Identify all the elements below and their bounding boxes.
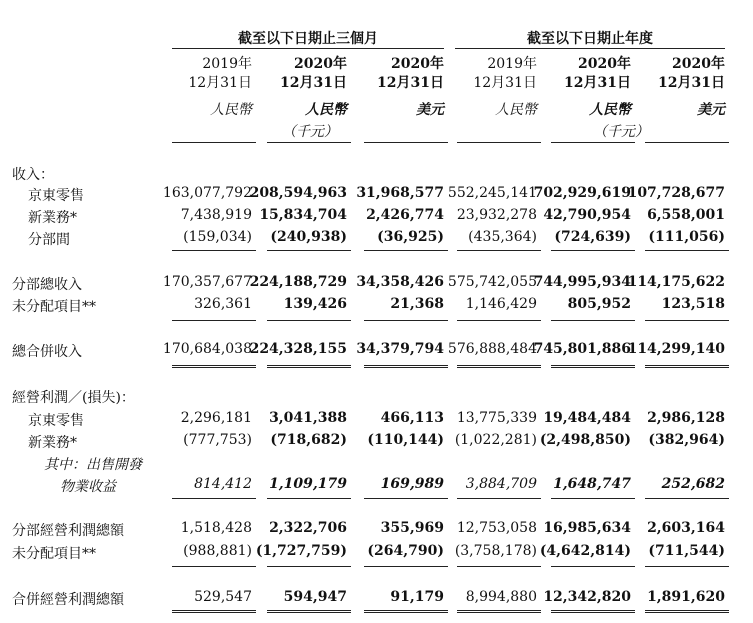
total-rule <box>267 365 351 368</box>
cell-value: 252,682 <box>661 476 725 492</box>
cell-value: 1,109,179 <box>269 476 347 492</box>
cell-value: 114,299,140 <box>627 341 725 357</box>
subtotal-rule <box>457 250 541 251</box>
row-label: 京東零售 <box>28 413 84 429</box>
cell-value: 1,648,747 <box>553 476 631 492</box>
cell-value: 529,547 <box>194 589 252 605</box>
cell-value: (110,144) <box>367 432 444 448</box>
total-rule <box>267 610 351 613</box>
cell-value: (36,925) <box>377 229 444 245</box>
cell-value: 114,175,622 <box>627 274 725 290</box>
cell-value: 224,188,729 <box>249 274 347 290</box>
cell-value: 552,245,141 <box>447 185 537 201</box>
cell-value: (159,034) <box>183 229 252 245</box>
column-unit: 人民幣 <box>210 102 252 118</box>
column-year: 2020年 <box>672 56 725 72</box>
cell-value: (2,498,850) <box>539 432 631 448</box>
cell-value: 91,179 <box>390 589 444 605</box>
row-label: 分部間 <box>28 232 70 248</box>
header-rule <box>457 142 541 143</box>
cell-value: 13,775,339 <box>456 410 537 426</box>
subtotal-rule <box>172 566 256 567</box>
column-date: 12月31日 <box>473 75 537 91</box>
thousands-unit-note: （千元） <box>282 124 338 140</box>
total-rule <box>364 365 448 368</box>
row-label: 分部經營利潤總額 <box>12 523 124 539</box>
cell-value: 2,426,774 <box>366 207 444 223</box>
header-rule <box>267 142 351 143</box>
cell-value: (711,544) <box>648 543 725 559</box>
total-rule <box>551 610 635 613</box>
group-header: 截至以下日期止年度 <box>527 31 653 47</box>
cell-value: 3,884,709 <box>465 476 537 492</box>
cell-value: 21,368 <box>390 296 444 312</box>
cell-value: 814,412 <box>194 476 252 492</box>
cell-value: 15,834,704 <box>259 207 347 223</box>
cell-value: (718,682) <box>270 432 347 448</box>
cell-value: 326,361 <box>194 296 252 312</box>
column-date: 12月31日 <box>377 75 444 91</box>
cell-value: 576,888,484 <box>447 341 537 357</box>
subtotal-rule <box>551 566 635 567</box>
cell-value: 107,728,677 <box>627 185 725 201</box>
cell-value: 2,603,164 <box>647 520 725 536</box>
subtotal-rule <box>172 250 256 251</box>
subtotal-rule <box>645 498 729 499</box>
cell-value: (264,790) <box>367 543 444 559</box>
column-unit: 美元 <box>416 102 444 118</box>
header-rule <box>364 142 448 143</box>
cell-value: 2,322,706 <box>269 520 347 536</box>
cell-value: (4,642,814) <box>539 543 631 559</box>
header-rule <box>551 142 635 143</box>
cell-value: 224,328,155 <box>249 341 347 357</box>
cell-value: 42,790,954 <box>543 207 631 223</box>
column-date: 12月31日 <box>280 75 347 91</box>
row-label: 總合併收入 <box>12 344 82 360</box>
subtotal-rule <box>172 320 256 321</box>
cell-value: (382,964) <box>648 432 725 448</box>
cell-value: 575,742,055 <box>447 274 537 290</box>
cell-value: 8,994,880 <box>465 589 537 605</box>
row-label: 合併經營利潤總額 <box>12 592 124 608</box>
cell-value: 2,986,128 <box>647 410 725 426</box>
row-label: 物業收益 <box>60 479 116 495</box>
group-header-rule <box>172 48 444 49</box>
cell-value: 208,594,963 <box>249 185 347 201</box>
cell-value: 466,113 <box>380 410 444 426</box>
cell-value: 16,985,634 <box>543 520 631 536</box>
cell-value: 170,684,038 <box>162 341 252 357</box>
group-header: 截至以下日期止三個月 <box>238 31 378 47</box>
row-label: 新業務* <box>28 210 77 226</box>
column-date: 12月31日 <box>188 75 252 91</box>
cell-value: 805,952 <box>567 296 631 312</box>
cell-value: 170,357,677 <box>162 274 252 290</box>
subtotal-rule <box>457 498 541 499</box>
header-rule <box>172 142 256 143</box>
cell-value: 2,296,181 <box>180 410 252 426</box>
subtotal-rule <box>645 250 729 251</box>
total-rule <box>172 610 256 613</box>
cell-value: (724,639) <box>554 229 631 245</box>
column-date: 12月31日 <box>564 75 631 91</box>
cell-value: 745,801,886 <box>533 341 631 357</box>
column-unit: 美元 <box>697 102 725 118</box>
cell-value: 34,358,426 <box>356 274 444 290</box>
subtotal-rule <box>267 250 351 251</box>
column-year: 2019年 <box>202 56 252 72</box>
subtotal-rule <box>645 566 729 567</box>
subtotal-rule <box>364 498 448 499</box>
total-rule <box>364 610 448 613</box>
total-rule <box>551 365 635 368</box>
cell-value: (240,938) <box>270 229 347 245</box>
column-year: 2019年 <box>487 56 537 72</box>
cell-value: 12,753,058 <box>456 520 537 536</box>
total-rule <box>457 610 541 613</box>
cell-value: 7,438,919 <box>180 207 252 223</box>
cell-value: 3,041,388 <box>269 410 347 426</box>
column-date: 12月31日 <box>658 75 725 91</box>
subtotal-rule <box>172 498 256 499</box>
cell-value: 594,947 <box>283 589 347 605</box>
subtotal-rule <box>364 250 448 251</box>
total-rule <box>457 365 541 368</box>
column-year: 2020年 <box>391 56 444 72</box>
cell-value: 355,969 <box>380 520 444 536</box>
total-rule <box>172 365 256 368</box>
cell-value: 1,518,428 <box>180 520 252 536</box>
row-label: 分部總收入 <box>12 277 82 293</box>
cell-value: (3,758,178) <box>454 543 537 559</box>
cell-value: 31,968,577 <box>356 185 444 201</box>
cell-value: (988,881) <box>183 543 252 559</box>
row-label: 京東零售 <box>28 188 84 204</box>
subtotal-rule <box>364 320 448 321</box>
cell-value: 19,484,484 <box>543 410 631 426</box>
cell-value: (1,727,759) <box>255 543 347 559</box>
cell-value: 1,891,620 <box>647 589 725 605</box>
cell-value: 34,379,794 <box>356 341 444 357</box>
cell-value: (111,056) <box>648 229 725 245</box>
cell-value: (777,753) <box>183 432 252 448</box>
subtotal-rule <box>551 250 635 251</box>
subtotal-rule <box>551 498 635 499</box>
subtotal-rule <box>645 320 729 321</box>
cell-value: 6,558,001 <box>647 207 725 223</box>
subtotal-rule <box>267 566 351 567</box>
cell-value: (1,022,281) <box>454 432 537 448</box>
row-label: 經營利潤／(損失)： <box>12 390 135 406</box>
row-label: 收入： <box>12 167 54 183</box>
cell-value: 702,929,619 <box>533 185 631 201</box>
column-unit: 人民幣 <box>495 102 537 118</box>
cell-value: 123,518 <box>661 296 725 312</box>
cell-value: 169,989 <box>380 476 444 492</box>
subtotal-rule <box>457 566 541 567</box>
total-rule <box>645 610 729 613</box>
column-unit: 人民幣 <box>305 102 347 118</box>
row-label: 新業務* <box>28 435 77 451</box>
column-year: 2020年 <box>294 56 347 72</box>
subtotal-rule <box>267 498 351 499</box>
thousands-unit-note: （千元） <box>593 124 649 140</box>
cell-value: 139,426 <box>283 296 347 312</box>
row-label: 未分配項目** <box>12 299 96 315</box>
cell-value: 1,146,429 <box>465 296 537 312</box>
cell-value: 23,932,278 <box>456 207 537 223</box>
cell-value: 163,077,792 <box>162 185 252 201</box>
subtotal-rule <box>267 320 351 321</box>
total-rule <box>645 365 729 368</box>
cell-value: (435,364) <box>468 229 537 245</box>
cell-value: 12,342,820 <box>543 589 631 605</box>
subtotal-rule <box>457 320 541 321</box>
row-label: 其中：出售開發 <box>44 457 142 473</box>
column-unit: 人民幣 <box>589 102 631 118</box>
subtotal-rule <box>551 320 635 321</box>
cell-value: 744,995,934 <box>533 274 631 290</box>
group-header-rule <box>455 48 725 49</box>
subtotal-rule <box>364 566 448 567</box>
header-rule <box>645 142 729 143</box>
row-label: 未分配項目** <box>12 546 96 562</box>
column-year: 2020年 <box>578 56 631 72</box>
